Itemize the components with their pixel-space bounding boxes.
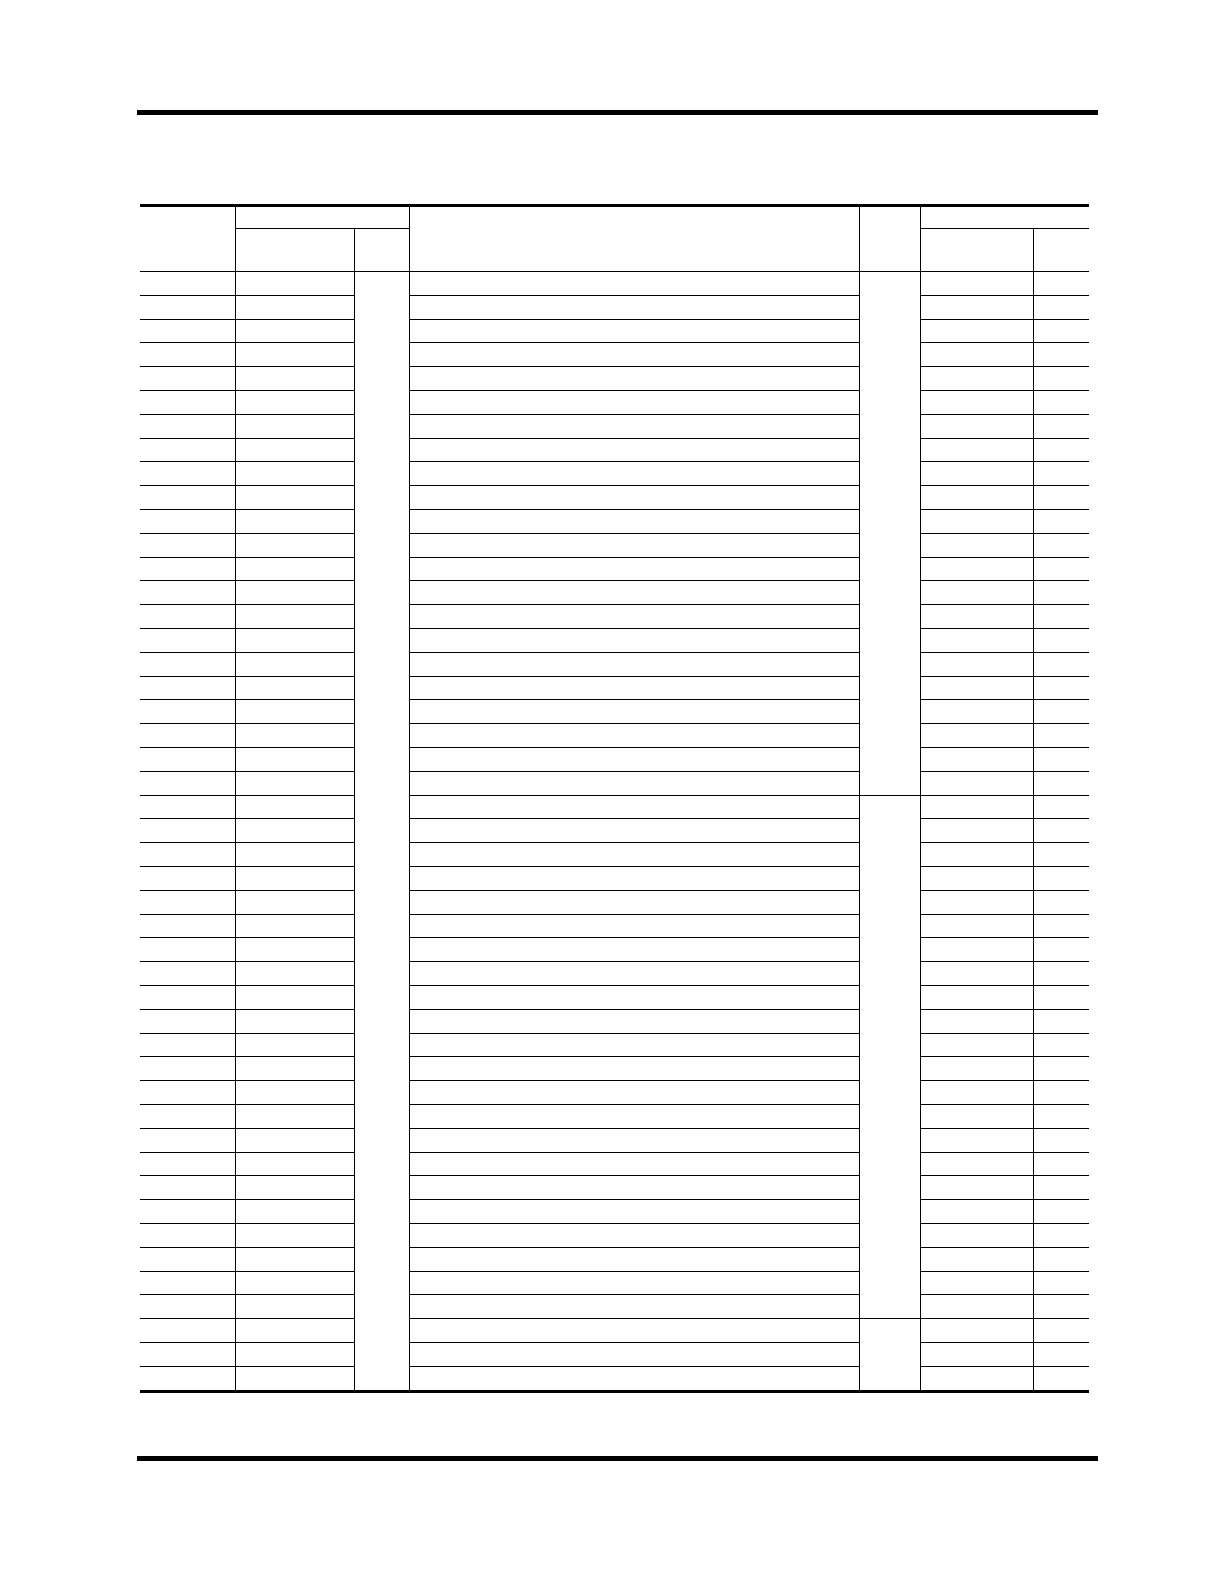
row-divider	[409, 580, 859, 581]
row-divider	[140, 676, 354, 677]
row-divider	[140, 580, 354, 581]
row-divider	[920, 1152, 1089, 1153]
row-divider	[140, 652, 354, 653]
row-divider	[409, 676, 859, 677]
column-divider	[859, 204, 860, 1392]
row-divider	[409, 557, 859, 558]
row-divider	[920, 390, 1089, 391]
row-divider	[140, 795, 354, 796]
column-divider	[235, 204, 236, 1392]
row-divider	[409, 1080, 859, 1081]
row-divider	[140, 533, 354, 534]
table-bottom-border	[140, 1390, 1089, 1393]
row-divider	[140, 342, 354, 343]
row-divider	[920, 628, 1089, 629]
row-divider	[140, 1294, 354, 1295]
row-divider	[920, 961, 1089, 962]
row-divider	[409, 342, 859, 343]
row-divider	[409, 723, 859, 724]
row-divider	[409, 890, 859, 891]
row-divider	[409, 1366, 859, 1367]
row-divider	[920, 937, 1089, 938]
row-divider	[920, 366, 1089, 367]
row-divider	[409, 1104, 859, 1105]
row-divider	[409, 1271, 859, 1272]
row-divider	[920, 1199, 1089, 1200]
row-divider	[140, 1152, 354, 1153]
row-divider	[409, 961, 859, 962]
row-divider	[140, 1033, 354, 1034]
row-divider	[409, 866, 859, 867]
row-divider	[409, 1152, 859, 1153]
row-divider	[920, 604, 1089, 605]
row-divider	[920, 1223, 1089, 1224]
row-divider	[409, 438, 859, 439]
row-divider	[920, 533, 1089, 534]
row-divider	[920, 1080, 1089, 1081]
row-divider	[409, 747, 859, 748]
row-divider	[409, 795, 859, 796]
row-divider	[409, 818, 859, 819]
row-divider	[140, 485, 354, 486]
row-divider	[140, 390, 354, 391]
row-divider	[409, 533, 859, 534]
row-divider	[920, 1175, 1089, 1176]
row-divider	[140, 1128, 354, 1129]
row-divider	[920, 1294, 1089, 1295]
data-table	[140, 204, 1089, 1391]
row-divider	[409, 1342, 859, 1343]
row-divider	[409, 461, 859, 462]
row-divider	[409, 1199, 859, 1200]
row-divider	[409, 1175, 859, 1176]
row-divider	[140, 1104, 354, 1105]
row-divider	[140, 1080, 354, 1081]
row-divider	[140, 961, 354, 962]
row-divider	[140, 319, 354, 320]
group1-header-divider	[235, 228, 409, 229]
column-divider	[920, 204, 921, 1392]
row-divider	[409, 604, 859, 605]
row-divider	[140, 628, 354, 629]
row-divider	[140, 866, 354, 867]
row-divider	[409, 1128, 859, 1129]
row-divider	[409, 485, 859, 486]
row-divider	[920, 295, 1089, 296]
row-divider	[140, 461, 354, 462]
row-divider	[920, 509, 1089, 510]
row-divider	[920, 747, 1089, 748]
row-divider	[920, 557, 1089, 558]
row-divider	[920, 771, 1089, 772]
row-divider	[409, 699, 859, 700]
row-divider	[409, 414, 859, 415]
row-divider	[140, 699, 354, 700]
row-divider	[409, 985, 859, 986]
row-divider	[140, 557, 354, 558]
row-divider	[140, 414, 354, 415]
row-divider	[409, 1033, 859, 1034]
row-divider	[409, 1009, 859, 1010]
row-divider	[920, 319, 1089, 320]
row-divider	[140, 1056, 354, 1057]
row-divider	[140, 890, 354, 891]
row-divider	[140, 1223, 354, 1224]
row-divider	[920, 890, 1089, 891]
row-divider	[409, 914, 859, 915]
row-divider	[140, 747, 354, 748]
row-divider	[140, 1199, 354, 1200]
row-divider	[140, 438, 354, 439]
merged-block-divider	[859, 795, 920, 796]
row-divider	[140, 985, 354, 986]
row-divider	[409, 1056, 859, 1057]
row-divider	[920, 866, 1089, 867]
row-divider	[409, 319, 859, 320]
table-top-border	[140, 204, 1089, 207]
row-divider	[140, 1271, 354, 1272]
row-divider	[920, 438, 1089, 439]
column-divider	[1033, 228, 1034, 1392]
row-divider	[920, 1366, 1089, 1367]
row-divider	[140, 818, 354, 819]
row-divider	[140, 1342, 354, 1343]
row-divider	[920, 914, 1089, 915]
row-divider	[920, 1318, 1089, 1319]
row-divider	[140, 604, 354, 605]
row-divider	[920, 723, 1089, 724]
row-divider	[409, 842, 859, 843]
row-divider	[140, 771, 354, 772]
row-divider	[409, 390, 859, 391]
row-divider	[920, 652, 1089, 653]
row-divider	[920, 1056, 1089, 1057]
row-divider	[140, 509, 354, 510]
column-divider	[409, 204, 410, 1392]
row-divider	[409, 295, 859, 296]
row-divider	[140, 914, 354, 915]
row-divider	[140, 1318, 354, 1319]
row-divider	[920, 676, 1089, 677]
footer-rule	[137, 1456, 1098, 1461]
row-divider	[409, 1318, 859, 1319]
row-divider	[140, 1009, 354, 1010]
row-divider	[920, 1009, 1089, 1010]
column-divider	[354, 228, 355, 1392]
row-divider	[920, 414, 1089, 415]
row-divider	[140, 842, 354, 843]
row-divider	[140, 366, 354, 367]
row-divider	[920, 1342, 1089, 1343]
row-divider	[140, 937, 354, 938]
merged-block-divider	[859, 1318, 920, 1319]
row-divider	[920, 1033, 1089, 1034]
row-divider	[140, 1366, 354, 1367]
row-divider	[920, 580, 1089, 581]
row-divider	[140, 1175, 354, 1176]
row-divider	[409, 771, 859, 772]
row-divider	[140, 1247, 354, 1248]
row-divider	[409, 652, 859, 653]
row-divider	[920, 1128, 1089, 1129]
row-divider	[920, 1104, 1089, 1105]
row-divider	[920, 985, 1089, 986]
row-divider	[140, 723, 354, 724]
row-divider	[140, 295, 354, 296]
row-divider	[409, 509, 859, 510]
row-divider	[409, 366, 859, 367]
row-divider	[409, 1294, 859, 1295]
row-divider	[920, 818, 1089, 819]
header-rule	[137, 110, 1098, 115]
header-bottom-border	[140, 271, 1089, 272]
row-divider	[920, 842, 1089, 843]
row-divider	[409, 628, 859, 629]
row-divider	[920, 485, 1089, 486]
row-divider	[409, 937, 859, 938]
row-divider	[920, 1247, 1089, 1248]
group2-header-divider	[920, 228, 1089, 229]
row-divider	[920, 342, 1089, 343]
row-divider	[409, 1247, 859, 1248]
row-divider	[920, 699, 1089, 700]
row-divider	[920, 461, 1089, 462]
row-divider	[409, 1223, 859, 1224]
row-divider	[920, 795, 1089, 796]
row-divider	[920, 1271, 1089, 1272]
